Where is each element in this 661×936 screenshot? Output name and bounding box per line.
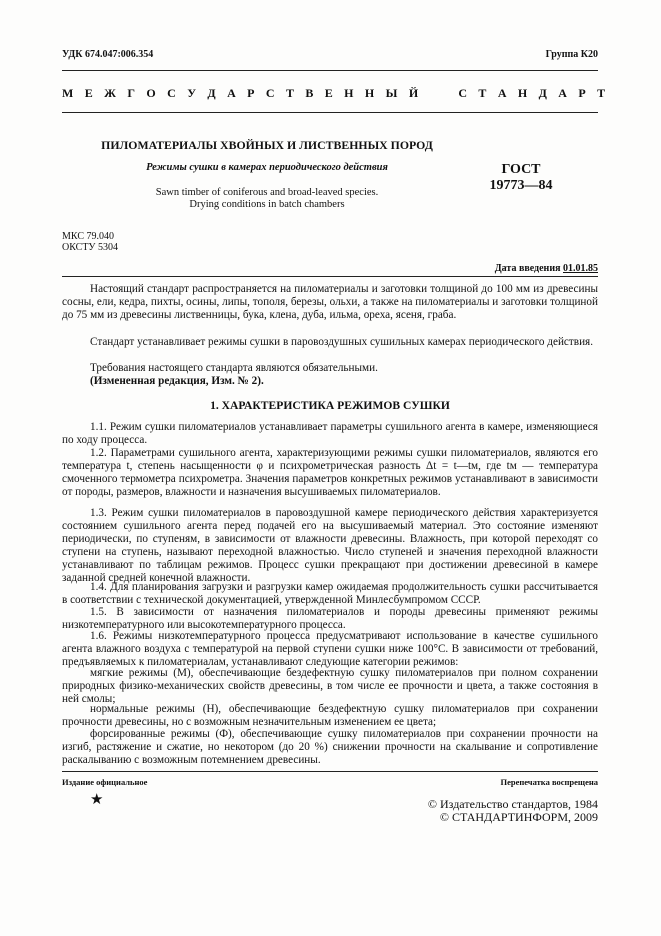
standard-banner: М Е Ж Г О С У Д А Р С Т В Е Н Н Ы Й С Т А Н Д А Р Т: [62, 86, 610, 100]
official-edition: Издание официальное: [62, 777, 148, 787]
paragraph-scope: Настоящий стандарт распространяется на пиломатериалы и заготовки толщиной до 100 мм из древесины сосны, ели, кедра, пихты, осины, липы, тополя, березы, ольхи, а также на пиломатериалы и заготовки толщиной до 75 мм из древесины лиственницы, бука, клена, дуба, ильма, ореха, ясеня, граба.: [62, 283, 598, 321]
mode-soft: мягкие режимы (М), обеспечивающие бездефектную сушку пиломатериалов при полном сохранении природных физико-механических свойств древесины, в том числе ее прочности и цвета, а также состояния в ней смолы;: [62, 667, 598, 705]
gost-label: ГОСТ: [501, 162, 541, 177]
udk-code: УДК 674.047:006.354: [62, 49, 154, 60]
clause-1-5: 1.5. В зависимости от назначения пиломатериалов и породы древесины применяют режимы низкотемпературного или высокотемпературного процесса.: [62, 606, 598, 631]
okstu-code: ОКСТУ 5304: [62, 242, 119, 253]
gost-number: 19773—84: [489, 178, 553, 193]
copyright-line1: © Издательство стандартов, 1984: [427, 797, 598, 811]
clause-1-6: 1.6. Режимы низкотемпературного процесса предусматривают использование в качестве сушильного агента влажного воздуха с температурой на первой ступени сушки ниже 100°С. В зависимости от требований, предъявляемых к пиломатериалам, устанавливают следующие категории режимов:: [62, 630, 598, 668]
footer-rule: [62, 771, 598, 772]
intro-date-label: Дата введения: [494, 263, 561, 274]
reprint-prohibited: Перепечатка воспрещена: [500, 777, 598, 787]
clause-1-4: 1.4. Для планирования загрузки и разгрузки камер ожидаемая продолжительность сушки рассчитывается в соответствии с технической документацией, утвержденной Минлесбумпромом СССР.: [62, 581, 598, 606]
intro-date-value: 01.01.85: [563, 263, 598, 274]
english-title-line1: Sawn timber of coniferous and broad-leaved species.: [155, 187, 379, 198]
banner-rule: [62, 112, 598, 113]
intro-date: [400, 263, 598, 274]
document-title: ПИЛОМАТЕРИАЛЫ ХВОЙНЫХ И ЛИСТВЕННЫХ ПОРОД: [101, 138, 433, 152]
clause-1-1: 1.1. Режим сушки пиломатериалов устанавливает параметры сушильного агента в камере, изменяющиеся по ходу процесса.: [62, 421, 598, 446]
mode-normal: нормальные режимы (Н), обеспечивающие бездефектную сушку пиломатериалов при сохранении прочности древесины, но с возможным незначительным изменением ее цвета;: [62, 703, 598, 728]
mode-forced: форсированные режимы (Ф), обеспечивающие сушку пиломатериалов при сохранении прочности на изгиб, растяжение и сжатие, но некотором (до 20 %) снижении прочности на скалывание и сопротивление раскалыванию с возможным потемнением древесины.: [62, 728, 598, 766]
header-rule: [62, 70, 598, 71]
english-title-line2: Drying conditions in batch chambers: [189, 199, 345, 210]
amendment-note: (Измененная редакция, Изм. № 2).: [90, 375, 264, 387]
mks-code: МКС 79.040: [62, 231, 114, 242]
star-icon: ★: [90, 792, 104, 808]
clause-1-2: 1.2. Параметрами сушильного агента, характеризующими режимы сушки пиломатериалов, являются его температура t, степень насыщенности φ и психрометрическая разность Δt = t—tм, где tм — температура смоченного термометра психрометра. Значения параметров конкретных режимов устанавливают в зависимости от породы, размеров, влажности и назначения высушиваемых пиломатериалов.: [62, 447, 598, 498]
section-title: 1. ХАРАКТЕРИСТИКА РЕЖИМОВ СУШКИ: [210, 399, 450, 412]
group-code: Группа К20: [545, 49, 598, 60]
paragraph-mandatory: Требования настоящего стандарта являются обязательными.: [90, 362, 378, 374]
date-rule: [62, 276, 598, 277]
document-subtitle: Режимы сушки в камерах периодического действия: [146, 162, 388, 173]
clause-1-3: 1.3. Режим сушки пиломатериалов в паровоздушной камере периодического действия характеризуется состоянием сушильного агента перед подачей его на высушиваемый материал. Это состояние изменяют периодически, по ступеням, в зависимости от влажности древесины. Влажность, при которой переходят со ступени на ступень, называют переходной влажностью. Число ступеней и значения переходной влажности устанавливают по таблицам режимов. Процесс сушки прекращают при достижении древесиной в камере заданной средней конечной влажности.: [62, 507, 598, 584]
paragraph-establishes: Стандарт устанавливает режимы сушки в паровоздушных сушильных камерах периодического действия.: [90, 336, 593, 348]
copyright-line2: © СТАНДАРТИНФОРМ, 2009: [439, 810, 598, 824]
